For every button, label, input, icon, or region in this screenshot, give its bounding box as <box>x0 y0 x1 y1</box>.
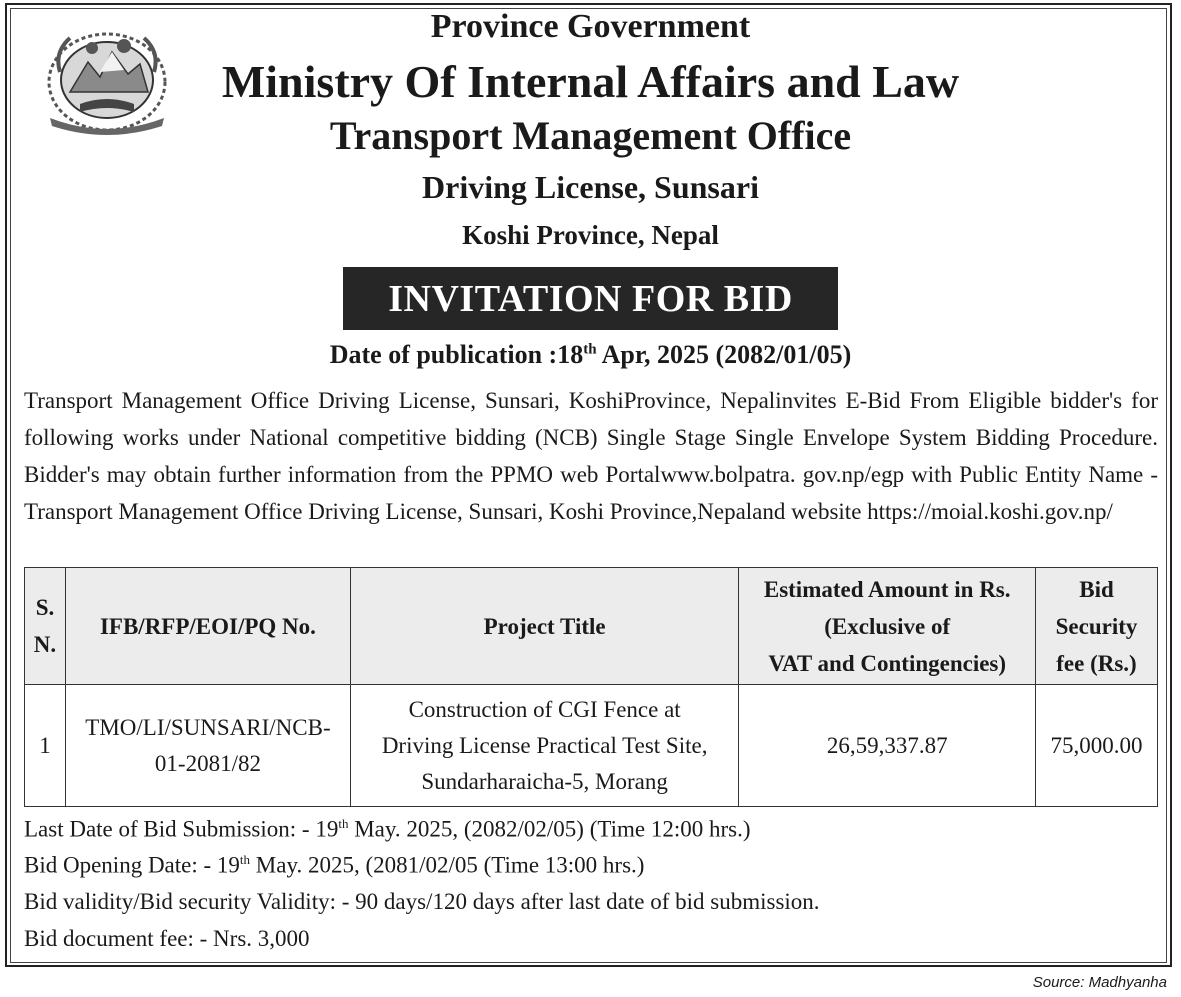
province-government-heading: Province Government <box>430 8 751 45</box>
bid-validity: Bid validity/Bid security Validity: - 90 days/120 days after last date of bid submission. <box>24 889 820 914</box>
publication-date <box>0 340 1181 370</box>
publication-date-suffix: Apr, 2025 (2082/01/05) <box>596 340 852 369</box>
branch-heading: Driving License, Sunsari <box>422 169 759 205</box>
bid-document-fee: Bid document fee: - Nrs. 3,000 <box>24 926 310 951</box>
bid-table <box>24 567 1158 807</box>
header-amount-line: (Exclusive of <box>824 613 951 639</box>
location-heading: Koshi Province, Nepal <box>462 220 719 250</box>
header-amount-line: VAT and Contingencies) <box>768 650 1007 676</box>
intro-paragraph: Transport Management Office Driving License, Sunsari, KoshiProvince, Nepalinvites E-Bid From Eligible bidder's for following works under National competitive bidding (NCB) Single Stage Single Envelope System Bidding Procedure. Bidder's may obtain further information from the PPMO web Portalwww.bolpatra. gov.np/egp with Public Entity Name - Transport Management Office Driving License, Sunsari, Koshi Province,Nepaland website https://moial.koshi.gov.np/ <box>24 388 1158 524</box>
opening-prefix: Bid Opening Date: - 19 <box>24 852 240 878</box>
header-ifb-number: IFB/RFP/EOI/PQ No. <box>65 568 350 685</box>
ministry-heading: Ministry Of Internal Affairs and Law <box>221 56 960 107</box>
cell-bid-security: 75,000.00 <box>1036 685 1158 807</box>
cell-title-line: Sundarharaicha-5, Morang <box>421 768 668 794</box>
header-security-line: Security <box>1055 613 1138 639</box>
opening-sup: th <box>239 852 251 867</box>
last-submission-date <box>24 816 751 843</box>
header-project-title: Project Title <box>350 568 738 685</box>
bid-opening-date <box>24 852 644 879</box>
header-security-line: fee (Rs.) <box>1056 650 1137 676</box>
publication-date-prefix: Date of publication :18 <box>329 340 584 369</box>
table-row <box>25 685 1158 807</box>
opening-suffix: May. 2025, (2081/02/05 (Time 13:00 hrs.) <box>250 852 645 878</box>
publication-date-sup: th <box>583 341 597 358</box>
cell-ifb-line: 01-2081/82 <box>154 750 261 776</box>
submission-sup: th <box>338 816 349 831</box>
header-sn <box>25 568 66 685</box>
header-security-line: Bid <box>1079 576 1114 602</box>
invitation-banner <box>343 267 838 330</box>
cell-title-line: Construction of CGI Fence at <box>408 696 681 722</box>
invitation-banner-text: INVITATION FOR BID <box>388 277 793 320</box>
submission-prefix: Last Date of Bid Submission: - 19 <box>24 816 339 842</box>
cell-title-line: Driving License Practical Test Site, <box>381 732 708 758</box>
header-sn-line: N. <box>33 632 57 657</box>
submission-suffix: May. 2025, (2082/02/05) (Time 12:00 hrs.) <box>348 816 751 842</box>
source-credit: Source: Madhyanha <box>1032 974 1167 991</box>
header-sn-line: S. <box>35 595 55 620</box>
office-heading: Transport Management Office <box>329 113 852 158</box>
cell-sn: 1 <box>25 685 66 807</box>
cell-estimated-amount: 26,59,337.87 <box>739 685 1036 807</box>
cell-ifb-number <box>65 685 350 807</box>
table-header-row <box>25 568 1158 685</box>
header-amount-line: Estimated Amount in Rs. <box>763 576 1011 602</box>
header-estimated-amount <box>739 568 1036 685</box>
header-bid-security <box>1036 568 1158 685</box>
cell-ifb-line: TMO/LI/SUNSARI/NCB- <box>85 714 331 740</box>
cell-project-title <box>350 685 738 807</box>
